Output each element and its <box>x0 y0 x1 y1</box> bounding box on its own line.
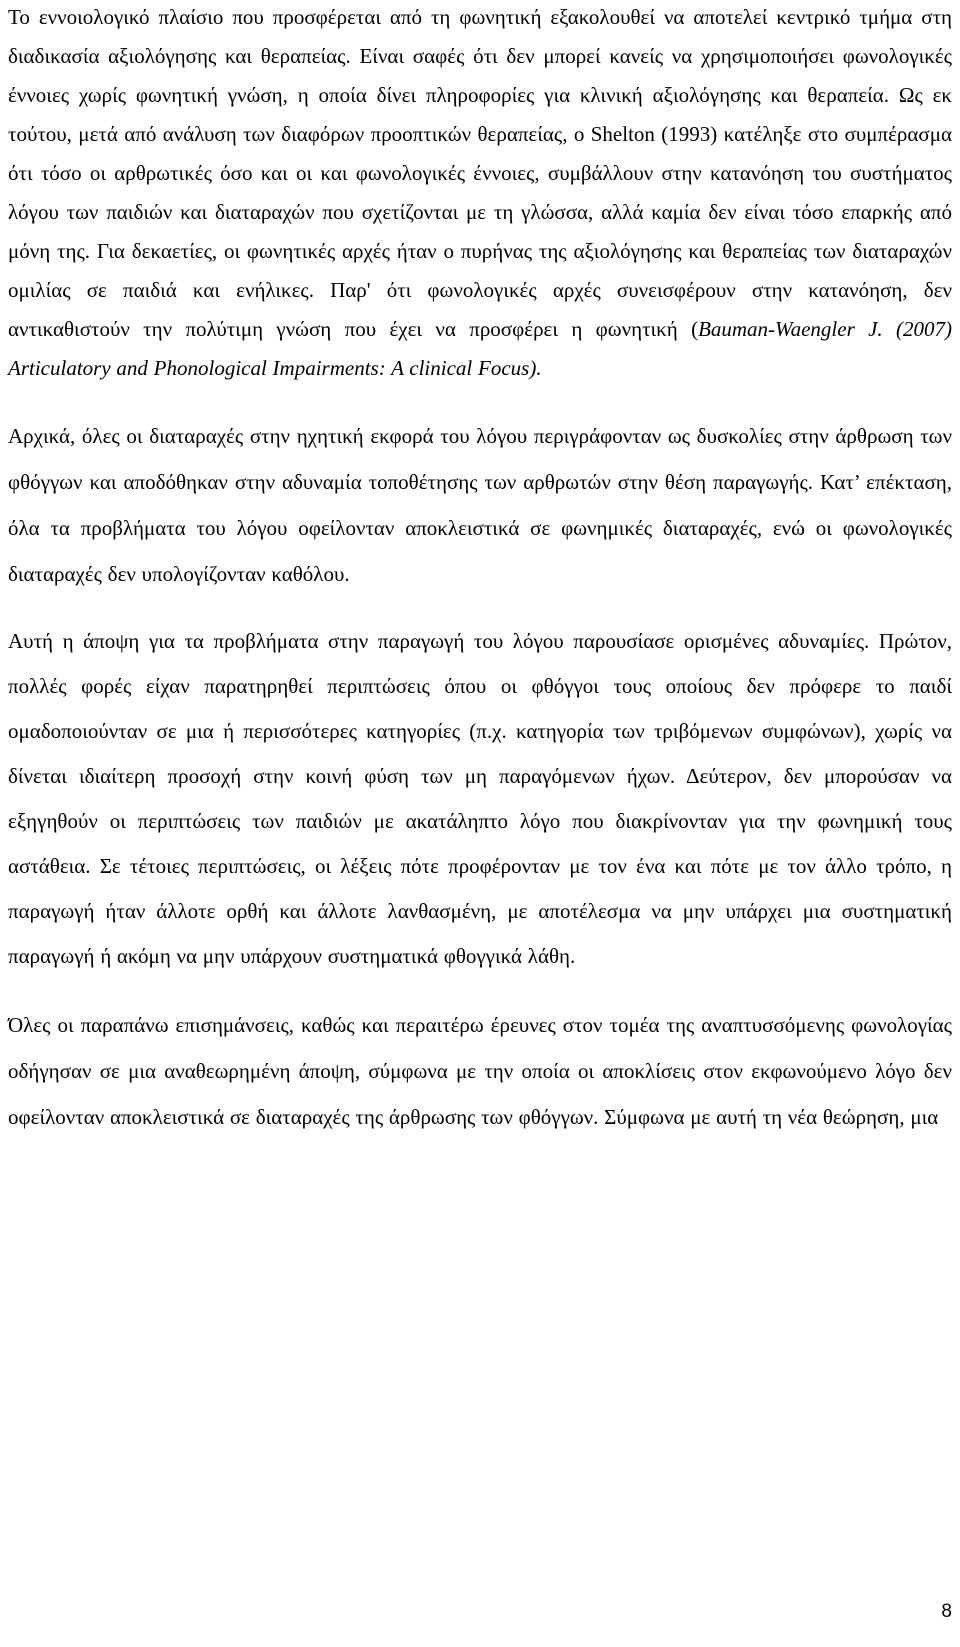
paragraph-1-text: Το εννοιολογικό πλαίσιο που προσφέρεται από τη φωνητική εξακολουθεί να αποτελεί κεντρικό τμήμα στη διαδικασία αξιολόγησης και θεραπείας. Είναι σαφές ότι δεν μπορεί κανείς να χρησιμοποιήσει φωνολογικές έννοιες χωρίς φωνητική γνώση, η οποία δίνει πληροφορίες για κλινική αξιολόγησης και θεραπεία. Ως εκ τούτου, μετά από ανάλυση των διαφόρων προοπτικών θεραπείας, ο Shelton (1993) κατέληξε στο συμπέρασμα ότι τόσο οι αρθρωτικές όσο και οι και φωνολογικές έννοιες, συμβάλλουν στην κατανόηση του συστήματος λόγου των παιδιών και διαταραχών που σχετίζονται με τη γλώσσα, αλλά καμία δεν είναι τόσο επαρκής από μόνη της. Για δεκαετίες, οι φωνητικές αρχές ήταν ο πυρήνας της αξιολόγησης και θεραπείας των διαταραχών ομιλίας σε παιδιά και ενήλικες. Παρ' ότι φωνολογικές αρχές συνεισφέρουν στην κατανόηση, δεν αντικαθιστούν την πολύτιμη γνώση που έχει να προσφέρει η φωνητική ( <box>8 5 952 341</box>
paragraph-4: Όλες οι παραπάνω επισημάνσεις, καθώς και περαιτέρω έρευνες στον τομέα της αναπτυσσόμενης φωνολογίας οδήγησαν σε μια αναθεωρημένη άποψη, σύμφωνα με την οποία οι αποκλίσεις στον εκφωνούμενο λόγο δεν οφείλονταν αποκλειστικά σε διαταραχές της άρθρωσης των φθόγγων. Σύμφωνα με αυτή τη νέα θεώρηση, μια <box>8 1013 952 1129</box>
citation: Bauman-Waengler J. (2007) Articulatory and Phonological Impairments: A clinical Focus). <box>8 317 952 380</box>
paragraph-2: Αρχικά, όλες οι διαταραχές στην ηχητική εκφορά του λόγου περιγράφονταν ως δυσκολίες στην άρθρωση των φθόγγων και αποδόθηκαν στην αδυναμία τοποθέτησης των αρθρωτών στην θέση παραγωγής. Κατ’ επέκταση, όλα τα προβλήματα του λόγου οφείλονταν αποκλειστικά σε φωνημικές διαταραχές, ενώ οι φωνολογικές διαταραχές δεν υπολογίζονταν καθόλου. <box>8 424 952 586</box>
paragraph-1 <box>8 0 952 388</box>
document-body <box>8 0 952 1140</box>
page-number: 8 <box>941 1601 952 1622</box>
paragraph-3: Αυτή η άποψη για τα προβλήματα στην παραγωγή του λόγου παρουσίασε ορισμένες αδυναμίες. Πρώτον, πολλές φορές είχαν παρατηρηθεί περιπτώσεις όπου οι φθόγγοι τους οποίους δεν πρόφερε το παιδί ομαδοποιούνταν σε μια ή περισσότερες κατηγορίες (π.χ. κατηγορία των τριβόμενων συμφώνων), χωρίς να δίνεται ιδιαίτερη προσοχή στην κοινή φύση των μη παραγόμενων ήχων. Δεύτερον, δεν μπορούσαν να εξηγηθούν οι περιπτώσεις των παιδιών με ακατάληπτο λόγο που διακρίνονταν για την φωνημική τους αστάθεια. Σε τέτοιες περιπτώσεις, οι λέξεις πότε προφέρονταν με τον ένα και πότε με τον άλλο τρόπο, η παραγωγή ήταν άλλοτε ορθή και άλλοτε λανθασμένη, με αποτέλεσμα να μην υπάρχει μια συστηματική παραγωγή ή ακόμη να μην υπάρχουν συστηματικά φθογγικά λάθη. <box>8 629 952 968</box>
